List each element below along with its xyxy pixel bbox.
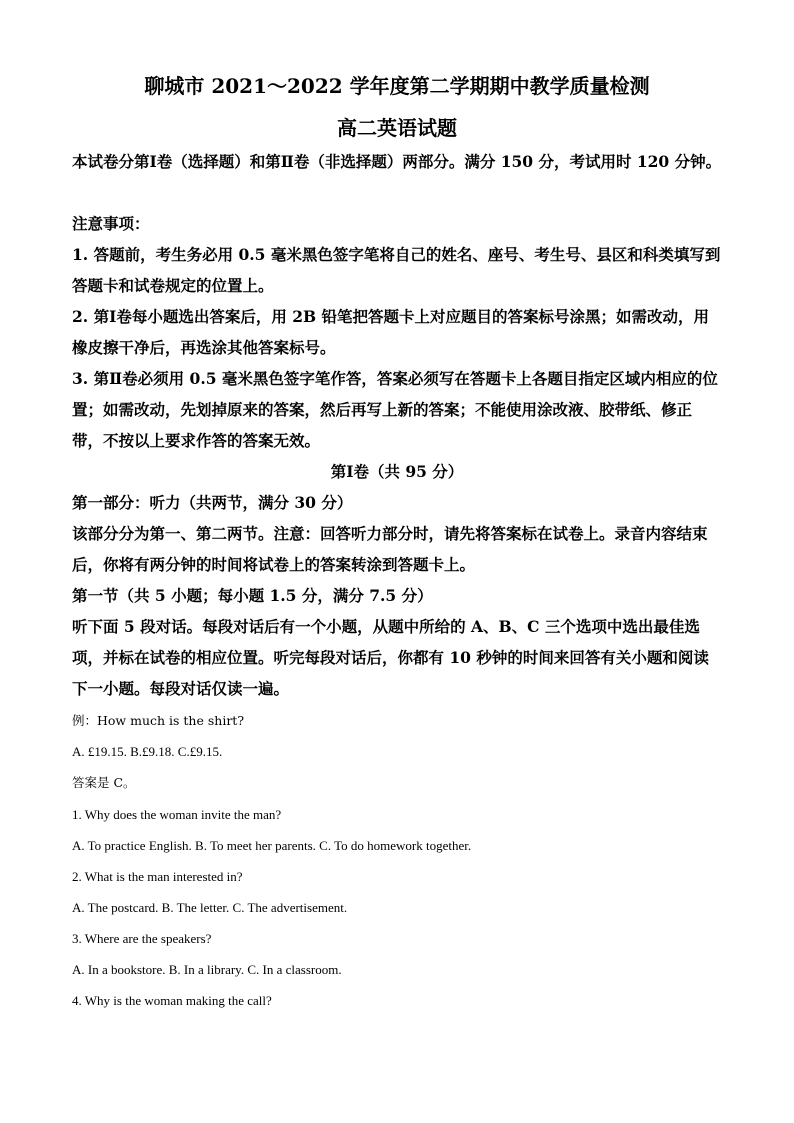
section-heading: 第Ⅰ卷（共 95 分） (330, 462, 464, 481)
question-2-options: A. The postcard. B. The letter. C. The advertisement. (72, 900, 348, 915)
example-options: A. £19.15. B.£9.18. C.£9.15. (72, 744, 223, 759)
notice-heading: 注意事项： (72, 214, 150, 233)
subsection-heading: 第一节（共 5 小题；每小题 1.5 分，满分 7.5 分） (72, 586, 433, 605)
question-2: 2. What is the man interested in? (72, 869, 243, 884)
intro-text: 本试卷分第Ⅰ卷（选择题）和第Ⅱ卷（非选择题）两部分。满分 150 分，考试用时 120 分钟。 (72, 152, 722, 171)
part-intro: 该部分分为第一、第二两节。注意：回答听力部分时，请先将答案标在试卷上。录音内容结束后，你将有两分钟的时间将试卷上的答案转涂到答题卡上。 (72, 524, 708, 574)
part-heading: 第一部分：听力（共两节，满分 30 分） (72, 493, 353, 512)
notice-item-2: 2. 第Ⅰ卷每小题选出答案后，用 2B 铅笔把答题卡上对应题目的答案标号涂黑；如需改动，用橡皮擦干净后，再选涂其他答案标号。 (72, 307, 710, 357)
notice-item-3: 3. 第Ⅱ卷必须用 0.5 毫米黑色签字笔作答，答案必须写在答题卡上各题目指定区域内相应的位置；如需改动，先划掉原来的答案，然后再写上新的答案；不能使用涂改液、胶带纸、修正带，不按以上要求作答的答案无效。 (72, 369, 718, 450)
notice-item-1: 1. 答题前，考生务必用 0.5 毫米黑色签字笔将自己的姓名、座号、考生号、县区和科类填写到答题卡和试卷规定的位置上。 (72, 245, 721, 295)
exam-title: 聊城市 2021～2022 学年度第二学期期中教学质量检测 (144, 74, 650, 98)
exam-subtitle: 高二英语试题 (337, 116, 457, 140)
question-3: 3. Where are the speakers? (72, 931, 212, 946)
example-answer: 答案是 C。 (72, 775, 136, 790)
question-3-options: A. In a bookstore. B. In a library. C. In a classroom. (72, 962, 342, 977)
question-1-options: A. To practice English. B. To meet her parents. C. To do homework together. (72, 838, 472, 853)
subsection-intro: 听下面 5 段对话。每段对话后有一个小题，从题中所给的 A、B、C 三个选项中选出最佳选项，并标在试卷的相应位置。听完每段对话后，你都有 10 秒钟的时间来回答有关小题和阅读下一小题。每段对话仅读一遍。 (72, 617, 709, 698)
example-question: 例：How much is the shirt? (72, 713, 245, 728)
question-4: 4. Why is the woman making the call? (72, 993, 272, 1008)
question-1: 1. Why does the woman invite the man? (72, 807, 282, 822)
